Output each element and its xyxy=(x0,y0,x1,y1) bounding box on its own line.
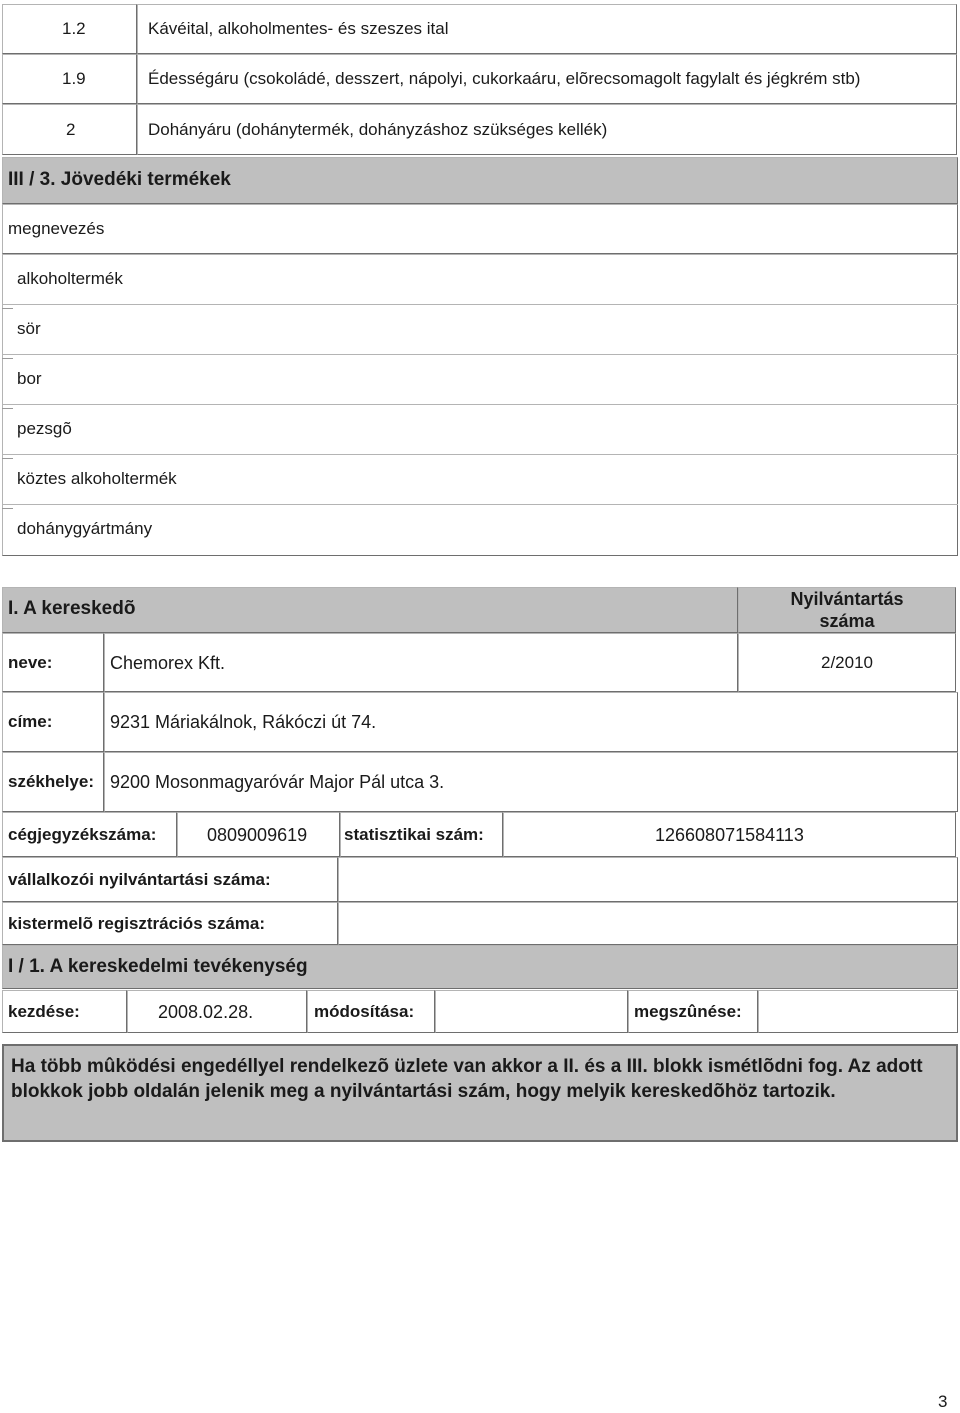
dash-mark xyxy=(2,308,13,309)
row-divider xyxy=(2,454,958,455)
category-label: Dohányáru (dohánytermék, dohányzáshoz szükséges kellék) xyxy=(148,120,608,139)
excise-items-box xyxy=(2,254,958,556)
producer-label: kistermelõ regisztrációs száma: xyxy=(8,914,266,933)
row-divider xyxy=(2,504,958,505)
dash-mark xyxy=(2,458,13,459)
stat-label: statisztikai szám: xyxy=(344,825,484,844)
modified-label: módosítása: xyxy=(314,1002,415,1021)
start-label: kezdése: xyxy=(8,1002,80,1021)
stat-value: 126608071584113 xyxy=(655,825,804,845)
merchant-title: I. A kereskedõ xyxy=(8,598,136,619)
category-code: 2 xyxy=(66,120,76,139)
activity-title: I / 1. A kereskedelmi tevékenység xyxy=(8,956,308,977)
address-label: címe: xyxy=(8,712,53,731)
registration-header-line2: száma xyxy=(819,611,875,631)
seat-value: 9200 Mosonmagyaróvár Major Pál utca 3. xyxy=(110,772,445,792)
category-label: Kávéital, alkoholmentes- és szeszes ital xyxy=(148,19,449,38)
company-reg-value: 0809009619 xyxy=(207,825,308,845)
entrepreneur-label: vállalkozói nyilvántartási száma: xyxy=(8,870,271,889)
registration-number: 2/2010 xyxy=(821,653,873,672)
category-code: 1.2 xyxy=(62,19,86,38)
seat-label: székhelye: xyxy=(8,772,94,791)
registration-header-line1: Nyilvántartás xyxy=(790,589,904,609)
end-value-cell xyxy=(758,990,958,1033)
note-text: Ha több mûködési engedéllyel rendelkezõ üzlete van akkor a II. és a III. blokk ismétlõdni fog. Az adott blokkok jobb oldalán jelenik meg a nyilvántartási szám, hogy melyik kereskedõhöz tartozik. xyxy=(11,1056,923,1102)
page-number: 3 xyxy=(938,1392,948,1411)
name-label: neve: xyxy=(8,653,53,672)
category-label: Édességáru (csokoládé, desszert, nápolyi, cukorkaáru, elõrecsomagolt fagylalt és jégkrém stb) xyxy=(148,69,861,88)
excise-item: köztes alkoholtermék xyxy=(17,469,177,488)
excise-item: bor xyxy=(17,369,42,388)
dash-mark xyxy=(2,508,13,509)
excise-item: sör xyxy=(17,319,41,338)
excise-column-header: megnevezés xyxy=(8,219,105,238)
note-box xyxy=(2,1044,958,1142)
company-reg-label: cégjegyzékszáma: xyxy=(8,825,157,844)
dash-mark xyxy=(2,358,13,359)
row-divider xyxy=(2,404,958,405)
modified-value-cell xyxy=(435,990,628,1033)
excise-column-header-cell xyxy=(2,204,958,254)
dash-mark xyxy=(2,408,13,409)
entrepreneur-value-cell xyxy=(338,857,958,902)
row-divider xyxy=(2,354,958,355)
producer-value-cell xyxy=(338,902,958,945)
name-value: Chemorex Kft. xyxy=(110,653,226,673)
excise-title: III / 3. Jövedéki termékek xyxy=(8,169,231,190)
address-value: 9231 Máriakálnok, Rákóczi út 74. xyxy=(110,712,377,732)
excise-item: alkoholtermék xyxy=(17,269,123,288)
start-value: 2008.02.28. xyxy=(158,1002,254,1022)
excise-item: pezsgõ xyxy=(17,419,72,438)
end-label: megszûnése: xyxy=(634,1002,742,1021)
excise-item: dohánygyártmány xyxy=(17,519,153,538)
category-code: 1.9 xyxy=(62,69,86,88)
row-divider xyxy=(2,304,958,305)
